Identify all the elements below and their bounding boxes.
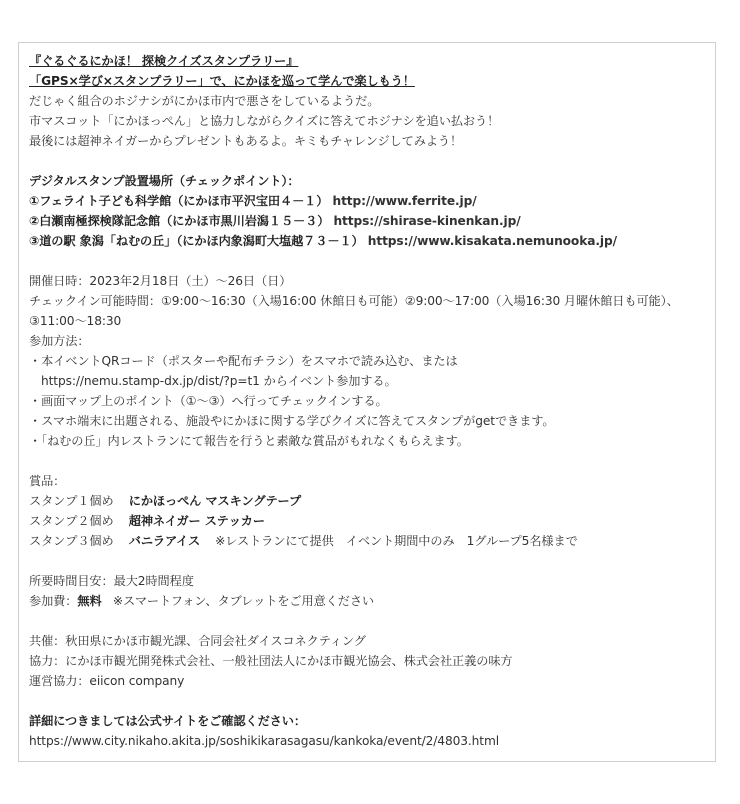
headline-subtitle: 「GPS×学び×スタンプラリー」で、にかほを巡って学んで楽しもう！: [29, 74, 415, 88]
prize-label: スタンプ３個め: [29, 534, 114, 548]
prize-name: バニラアイス: [128, 534, 201, 548]
event-dates: 開催日時：2023年2月18日（土）～26日（日）: [29, 274, 292, 288]
checkpoint-name: ③道の駅 象潟「ねむの丘」（にかほ内象潟町大塩越７３－１）: [29, 234, 364, 248]
checkpoints-heading: デジタルスタンプ設置場所（チェックポイント）：: [29, 174, 300, 188]
operation-support: 運営協力：eiicon company: [29, 674, 185, 688]
checkpoint-item: [29, 231, 707, 251]
method-item: ・本イベントQRコード（ポスターや配布チラシ）をスマホで読み込む、または: [29, 354, 458, 368]
checkpoint-item: [29, 191, 707, 211]
spacer: [29, 691, 707, 711]
method-item: ・スマホ端末に出題される、施設やにかほに関する学びクイズに答えてスタンプがgetできます。: [29, 414, 555, 428]
checkpoint-link[interactable]: https://www.kisakata.nemunooka.jp/: [367, 234, 617, 248]
headline-title: 『ぐるぐるにかほ！ 探検クイズスタンプラリー』: [29, 54, 299, 68]
co-host: 共催：秋田県にかほ市観光課、合同会社ダイスコネクティング: [29, 634, 366, 648]
fee-note: ※スマートフォン、タブレットをご用意ください: [112, 594, 375, 608]
prize-item: [29, 491, 707, 511]
spacer: [29, 251, 707, 271]
prize-name: 超神ネイガー ステッカー: [128, 514, 265, 528]
spacer: [29, 151, 707, 171]
fee-label: 参加費：: [29, 594, 78, 608]
prize-item: [29, 511, 707, 531]
press-release-content: [29, 51, 707, 751]
checkpoint-name: ①フェライト子ども科学館（にかほ市平沢宝田４－１）: [29, 194, 329, 208]
time-required: 所要時間目安：最大2時間程度: [29, 574, 194, 588]
checkin-hours: チェックイン可能時間：①9:00～16:30（入場16:00 休館日も可能）②9:00～17:00（入場16:30 月曜休館日も可能）、③11:00～18:30: [29, 294, 679, 328]
spacer: [29, 611, 707, 631]
intro-line: 市マスコット「にかほっぺん」と協力しながらクイズに答えてホジナシを追い払おう！: [29, 114, 500, 128]
prizes-heading: 賞品：: [29, 474, 66, 488]
spacer: [29, 551, 707, 571]
checkpoint-link[interactable]: https://shirase-kinenkan.jp/: [333, 214, 521, 228]
prize-item: [29, 531, 707, 551]
prize-label: スタンプ１個め: [29, 494, 114, 508]
intro-line: だじゃく組合のホジナシがにかほ市内で悪さをしているようだ。: [29, 94, 380, 108]
prize-name: にかほっぺん マスキングテープ: [128, 494, 302, 508]
checkpoint-item: [29, 211, 707, 231]
method-item: ・「ねむの丘」内レストランにて報告を行うと素敵な賞品がもれなくもらえます。: [29, 434, 469, 448]
spacer: [29, 451, 707, 471]
press-release-box: [18, 42, 716, 762]
method-heading: 参加方法：: [29, 334, 90, 348]
details-link-row: [29, 731, 707, 751]
checkpoint-link[interactable]: http://www.ferrite.jp/: [332, 194, 477, 208]
method-item-url: https://nemu.stamp-dx.jp/dist/?p=t1 からイベント参加する。: [41, 374, 397, 388]
prize-label: スタンプ２個め: [29, 514, 114, 528]
fee-value: 無料: [77, 594, 102, 608]
method-item: ・画面マップ上のポイント（①～③）へ行ってチェックインする。: [29, 394, 388, 408]
checkpoint-name: ②白瀬南極探検隊記念館（にかほ市黒川岩潟１５－３）: [29, 214, 330, 228]
details-link[interactable]: https://www.city.nikaho.akita.jp/soshikikarasagasu/kankoka/event/2/4803.html: [29, 734, 500, 748]
participation-fee: [29, 591, 707, 611]
cooperation: 協力：にかほ市観光開発株式会社、一般社団法人にかほ市観光協会、株式会社正義の味方: [29, 654, 513, 668]
prize-note: ※レストランにて提供 イベント期間中のみ 1グループ5名様まで: [215, 534, 578, 548]
details-heading: 詳細につきましては公式サイトをご確認ください：: [29, 714, 306, 728]
intro-line: 最後には超神ネイガーからプレゼントもあるよ。キミもチャレンジしてみよう！: [29, 134, 463, 148]
